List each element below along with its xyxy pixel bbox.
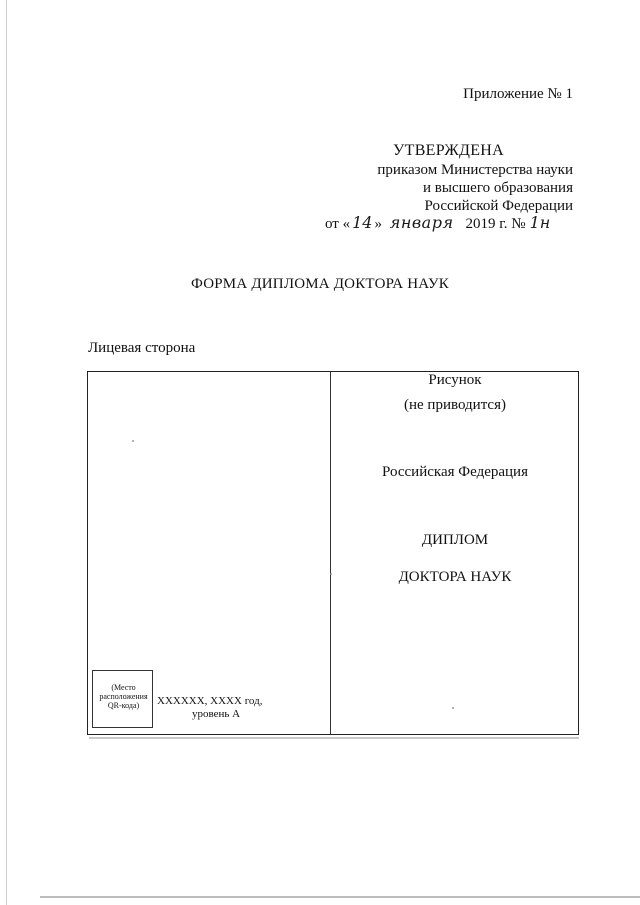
qr-text-line-3: QR-кода) bbox=[107, 701, 140, 710]
diploma-frame bbox=[87, 371, 579, 735]
order-date-line bbox=[325, 212, 550, 235]
date-prefix: от « bbox=[325, 216, 351, 232]
code-line-1: XXXXXX, XXXX год, bbox=[157, 695, 263, 707]
qr-text-line-2: расположения bbox=[99, 692, 148, 701]
code-line-2: уровень А bbox=[191, 708, 241, 720]
scan-speck bbox=[452, 707, 454, 709]
date-mid: » bbox=[374, 216, 382, 232]
handwritten-month: января bbox=[389, 213, 454, 232]
degree-label: ДОКТОРА НАУК bbox=[398, 569, 512, 585]
qr-code-placeholder bbox=[92, 670, 153, 728]
picture-label: Рисунок bbox=[428, 372, 482, 388]
order-line-2: и высшего образования bbox=[423, 180, 573, 196]
scan-speck bbox=[330, 573, 332, 575]
scan-edge-bottom bbox=[40, 896, 640, 898]
date-year: 2019 г. № bbox=[465, 216, 526, 232]
document-label: ДИПЛОМ bbox=[421, 532, 489, 548]
frame-shadow bbox=[89, 737, 579, 739]
picture-note: (не приводится) bbox=[404, 397, 506, 413]
side-label: Лицевая сторона bbox=[88, 340, 196, 356]
handwritten-order-number: 1н bbox=[529, 213, 551, 232]
country-label: Российская Федерация bbox=[382, 464, 528, 480]
handwritten-day: 14 bbox=[352, 213, 373, 232]
approved-heading: УТВЕРЖДЕНА bbox=[393, 142, 505, 159]
frame-divider bbox=[330, 372, 331, 734]
form-title: ФОРМА ДИПЛОМА ДОКТОРА НАУК bbox=[191, 276, 449, 292]
order-line-1: приказом Министерства науки bbox=[377, 162, 573, 178]
order-line-3: Российской Федерации bbox=[424, 198, 573, 214]
scan-speck bbox=[132, 440, 134, 442]
scan-edge-left bbox=[6, 0, 7, 905]
qr-text-line-1: (Место bbox=[111, 683, 136, 692]
appendix-label: Приложение № 1 bbox=[463, 86, 573, 102]
